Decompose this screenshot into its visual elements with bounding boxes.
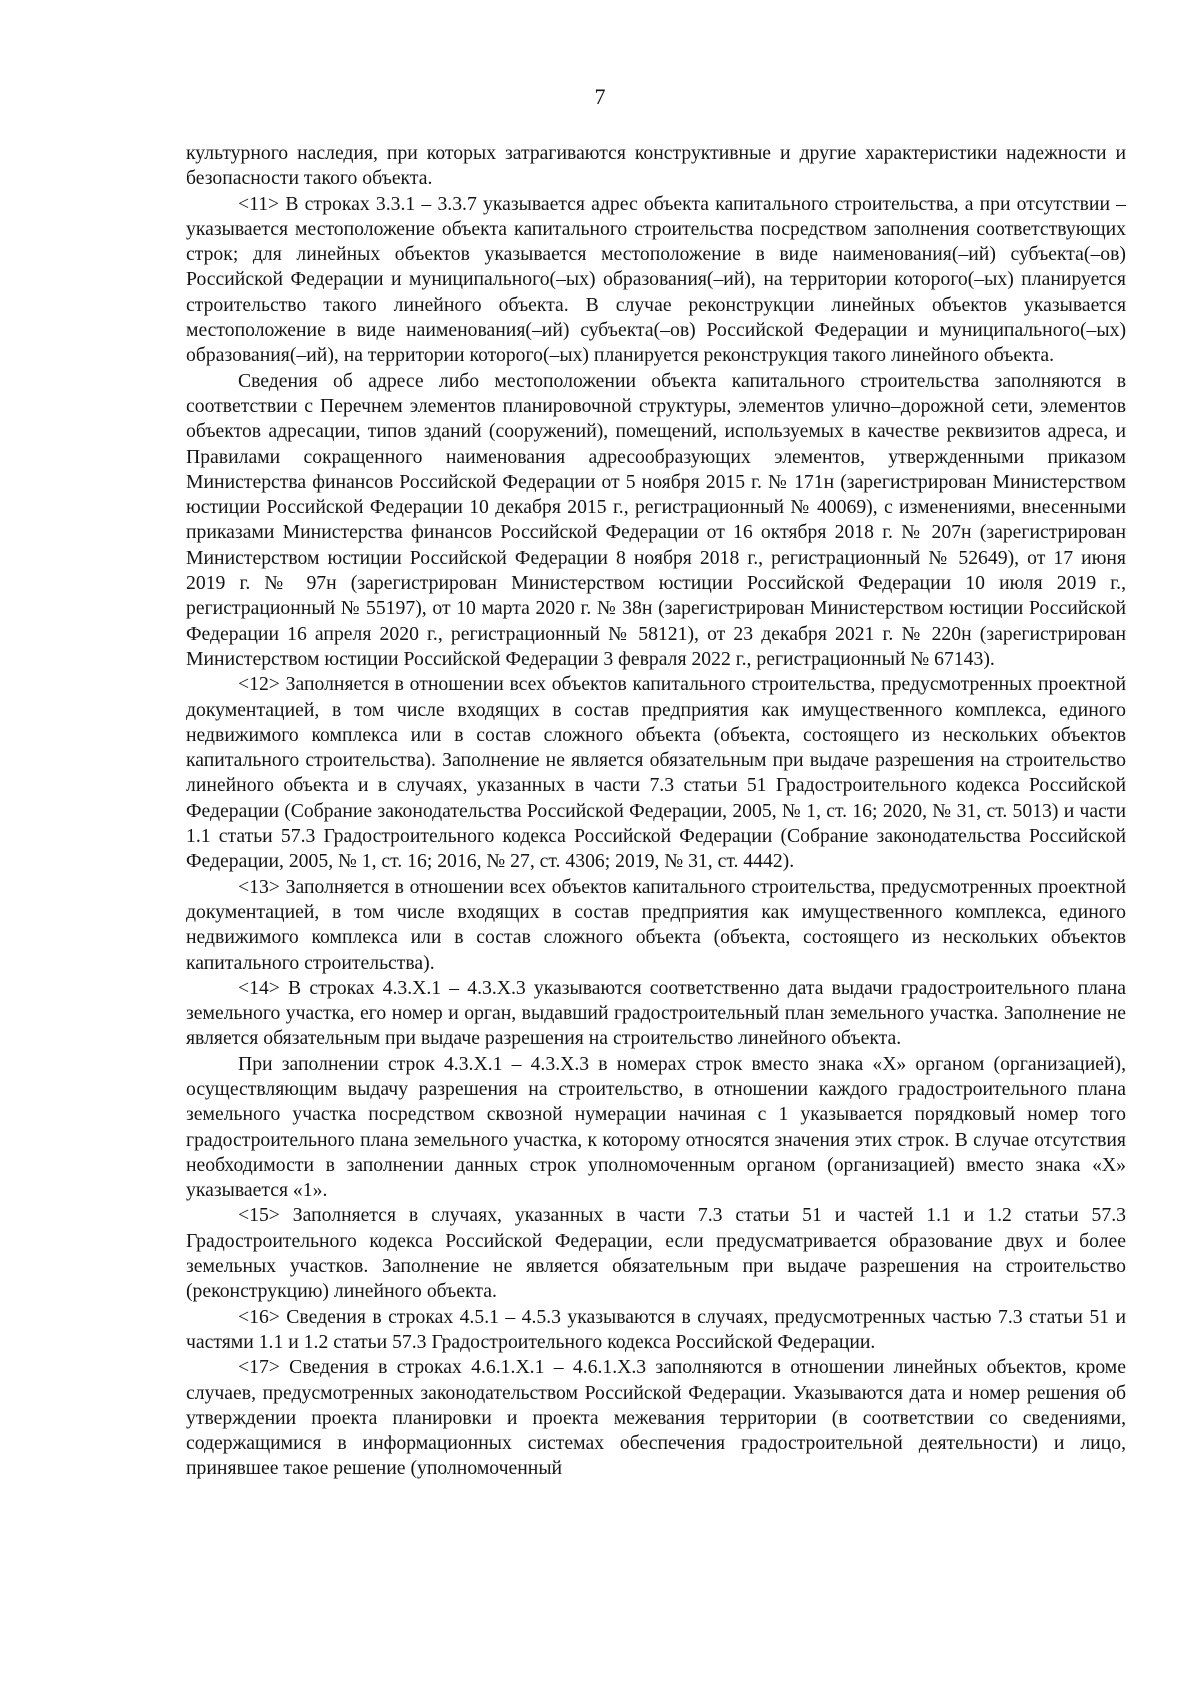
paragraph-footnote-16: <16> Сведения в строках 4.5.1 – 4.5.3 указываются в случаях, предусмотренных частью 7.3 статьи 51 и частями 1.1 и 1.2 статьи 57.3 Градостроительного кодекса Российской Федерации. xyxy=(186,1305,1126,1353)
paragraph-footnote-17: <17> Сведения в строках 4.6.1.Х.1 – 4.6.1.Х.3 заполняются в отношении линейных объектов, кроме случаев, предусмотренных законодательством Российской Федерации. Указываются дата и номер решения об утверждении проекта планировки и проекта межевания территории (в соответствии со сведениями, содержащимися в информационных системах обеспечения градостроительной деятельности) и лицо, принявшее такое решение (уполномоченный xyxy=(186,1356,1126,1480)
paragraph-continuation: культурного наследия, при которых затрагиваются конструктивные и другие характеристики надежности и безопасности такого объекта. xyxy=(186,142,1126,190)
paragraph-footnote-11: <11> В строках 3.3.1 – 3.3.7 указывается адрес объекта капитального строительства, а при отсутствии – указывается местоположение объекта капитального строительства посредством заполнения соответствующих строк; для линейных объектов указывается местоположение в виде наименования(–ий) субъекта(–ов) Российской Федерации и муниципального(–ых) образования(–ий), на территории которого(–ых) планируется строительство такого линейного объекта. В случае реконструкции линейных объектов указывается местоположение в виде наименования(–ий) субъекта(–ов) Российской Федерации и муниципального(–ых) образования(–ий), на территории которого(–ых) планируется реконструкция такого линейного объекта. xyxy=(186,192,1126,367)
document-body xyxy=(186,141,1126,1482)
page-number: 7 xyxy=(594,84,606,109)
paragraph-address-info: Сведения об адресе либо местоположении объекта капитального строительства заполняются в соответствии с Перечнем элементов планировочной структуры, элементов улично–дорожной сети, элементов объектов адресации, типов зданий (сооружений), помещений, используемых в качестве реквизитов адреса, и Правилами сокращенного наименования адресообразующих элементов, утвержденными приказом Министерства финансов Российской Федерации от 5 ноября 2015 г. № 171н (зарегистрирован Министерством юстиции Российской Федерации 10 декабря 2015 г., регистрационный № 40069), с изменениями, внесенными приказами Министерства финансов Российской Федерации от 16 октября 2018 г. № 207н (зарегистрирован Министерством юстиции Российской Федерации 8 ноября 2018 г., регистрационный № 52649), от 17 июня 2019 г. № 97н (зарегистрирован Министерством юстиции Российской Федерации 10 июля 2019 г., регистрационный № 55197), от 10 марта 2020 г. № 38н (зарегистрирован Министерством юстиции Российской Федерации 16 апреля 2020 г., регистрационный № 58121), от 23 декабря 2021 г. № 220н (зарегистрирован Министерством юстиции Российской Федерации 3 февраля 2022 г., регистрационный № 67143). xyxy=(186,369,1126,670)
paragraph-footnote-14: <14> В строках 4.3.Х.1 – 4.3.Х.3 указываются соответственно дата выдачи градостроительного плана земельного участка, его номер и орган, выдавший градостроительный план земельного участка. Заполнение не является обязательным при выдаче разрешения на строительство линейного объекта. xyxy=(186,976,1126,1050)
paragraph-footnote-12: <12> Заполняется в отношении всех объектов капитального строительства, предусмотренных проектной документацией, в том числе входящих в состав предприятия как имущественного комплекса, единого недвижимого комплекса или в состав сложного объекта (объекта, состоящего из нескольких объектов капитального строительства). Заполнение не является обязательным при выдаче разрешения на строительство линейного объекта и в случаях, указанных в части 7.3 статьи 51 Градостроительного кодекса Российской Федерации (Собрание законодательства Российской Федерации, 2005, № 1, ст. 16; 2020, № 31, ст. 5013) и части 1.1 статьи 57.3 Градостроительного кодекса Российской Федерации (Собрание законодательства Российской Федерации, 2005, № 1, ст. 16; 2016, № 27, ст. 4306; 2019, № 31, ст. 4442). xyxy=(186,673,1126,873)
paragraph-footnote-15: <15> Заполняется в случаях, указанных в части 7.3 статьи 51 и частей 1.1 и 1.2 статьи 57.3 Градостроительного кодекса Российской Федерации, если предусматривается образование двух и более земельных участков. Заполнение не является обязательным при выдаче разрешения на строительство (реконструкцию) линейного объекта. xyxy=(186,1204,1126,1303)
paragraph-numbering-rules: При заполнении строк 4.3.Х.1 – 4.3.Х.3 в номерах строк вместо знака «Х» органом (организацией), осуществляющим выдачу разрешения на строительство, в отношении каждого градостроительного плана земельного участка посредством сквозной нумерации начиная с 1 указывается порядковый номер того градостроительного плана земельного участка, к которому относятся значения этих строк. В случае отсутствия необходимости в заполнении данных строк уполномоченным органом (организацией) вместо знака «Х» указывается «1». xyxy=(186,1052,1126,1202)
paragraph-footnote-13: <13> Заполняется в отношении всех объектов капитального строительства, предусмотренных проектной документацией, в том числе входящих в состав предприятия как имущественного комплекса, единого недвижимого комплекса или в состав сложного объекта (объекта, состоящего из нескольких объектов капитального строительства). xyxy=(186,875,1126,974)
